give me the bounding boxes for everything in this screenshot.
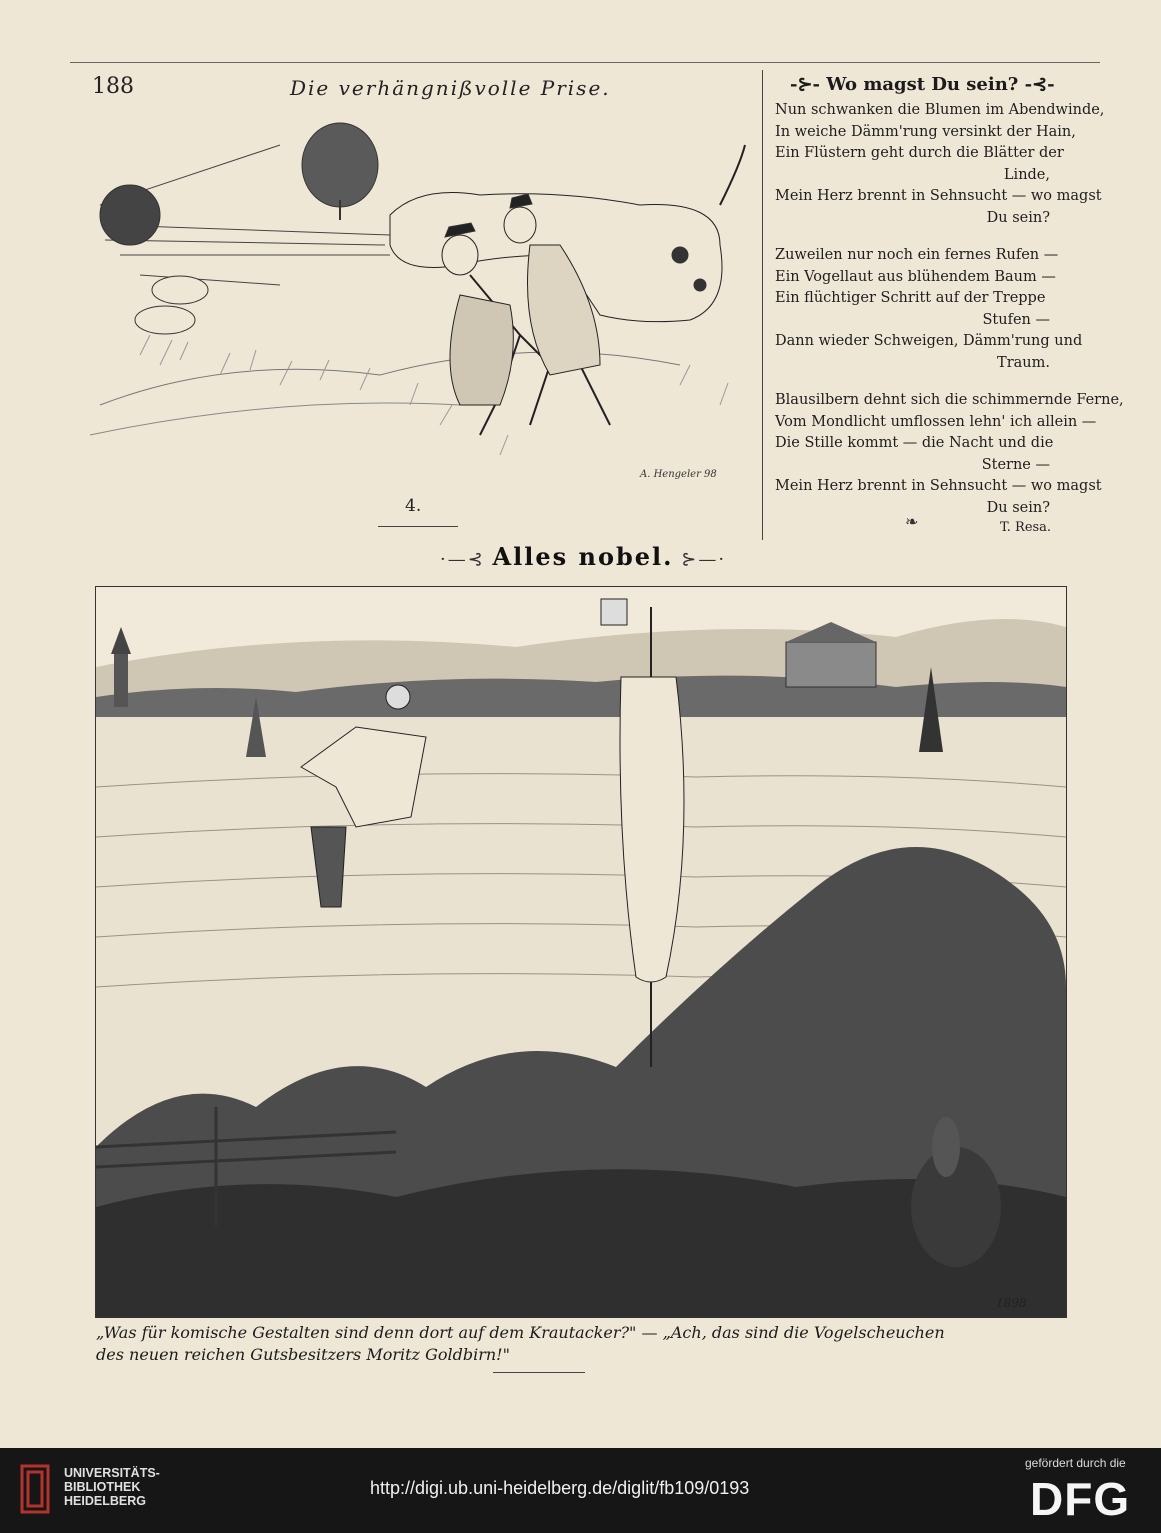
poem-line: Mein Herz brennt in Sehnsucht — wo magst: [775, 478, 1102, 494]
year-signature: 1898: [996, 1296, 1027, 1310]
ornament-right: ⊱—·: [673, 549, 727, 570]
ornament-left: ·—⊰: [440, 549, 493, 570]
poem-line: Ein Vogellaut aus blühendem Baum —: [775, 268, 1056, 285]
library-name: [64, 1466, 160, 1508]
top-rule: [70, 62, 1100, 63]
figure-number: 4.: [405, 496, 422, 516]
stanza-gap: [775, 229, 1080, 245]
funded-by-text: gefördert durch die: [1025, 1456, 1126, 1470]
poem-line: Ein Flüstern geht durch die Blätter der: [775, 145, 1064, 161]
illustration-scarecrow-field: [95, 586, 1067, 1318]
poem-body: [775, 100, 1124, 519]
caption-line-2: des neuen reichen Gutsbesitzers Moritz Goldbirn!": [96, 1345, 510, 1364]
library-line-1: UNIVERSITÄTS-: [64, 1466, 160, 1480]
poem-line: Du sein?: [986, 209, 1050, 226]
dfg-logo: DFG: [1030, 1473, 1131, 1525]
poem-line: In weiche Dämm'rung versinkt der Hain,: [775, 123, 1076, 140]
library-line-3: HEIDELBERG: [64, 1494, 146, 1508]
running-title: Die verhängnißvolle Prise.: [290, 76, 611, 100]
permalink-url[interactable]: http://digi.ub.uni-heidelberg.de/diglit/fb109/0193: [370, 1478, 750, 1498]
poem-line: Die Stille kommt — die Nacht und die: [775, 435, 1054, 451]
ornament-left: -⊱-: [790, 74, 827, 95]
poem-line: Dann wieder Schweigen, Dämm'rung und: [775, 333, 1083, 349]
poem-line: Mein Herz brennt in Sehnsucht — wo magst: [775, 188, 1102, 204]
section-title-text: Alles nobel.: [492, 542, 674, 571]
poem-title-text: Wo magst Du sein?: [826, 74, 1019, 95]
column-divider: [762, 70, 763, 540]
poem-line: Sterne —: [981, 456, 1050, 473]
poem-line: Nun schwanken die Blumen im Abendwinde,: [775, 102, 1105, 118]
poem-line: Blausilbern dehnt sich die schimmernde Ferne,: [775, 392, 1124, 408]
ornament-icon: ❧: [905, 512, 919, 531]
poem-line: Stufen —: [982, 311, 1050, 328]
section-title: [440, 542, 726, 571]
caption-line-1: „Was für komische Gestalten sind denn dort auf dem Krautacker?" — „Ach, das sind die Vogelscheuchen: [96, 1323, 945, 1342]
poem-line: Traum.: [997, 354, 1050, 371]
page-number: 188: [92, 74, 134, 99]
poem-line: Vom Mondlicht umflossen lehn' ich allein —: [775, 413, 1097, 430]
illustration-caption: [96, 1322, 1066, 1366]
artist-signature: A. Hengeler 98: [640, 469, 717, 480]
library-line-2: BIBLIOTHEK: [64, 1480, 141, 1494]
footer-bar: [0, 1448, 1161, 1533]
poem-line: Du sein?: [986, 499, 1050, 516]
illustration-cow-scene: [80, 105, 755, 490]
poem-line: Linde,: [1003, 166, 1050, 183]
ornament-right: -⊰-: [1018, 74, 1055, 95]
poem-line: Ein flüchtiger Schritt auf der Treppe: [775, 290, 1046, 306]
poem-author: T. Resa.: [1000, 520, 1052, 535]
figure-rule: [378, 526, 458, 527]
stanza-gap: [775, 374, 1080, 390]
library-logo-icon: [14, 1458, 56, 1520]
poem-title: [790, 74, 1055, 95]
caption-rule: [493, 1372, 585, 1373]
poem-line: Zuweilen nur noch ein fernes Rufen —: [775, 247, 1059, 263]
